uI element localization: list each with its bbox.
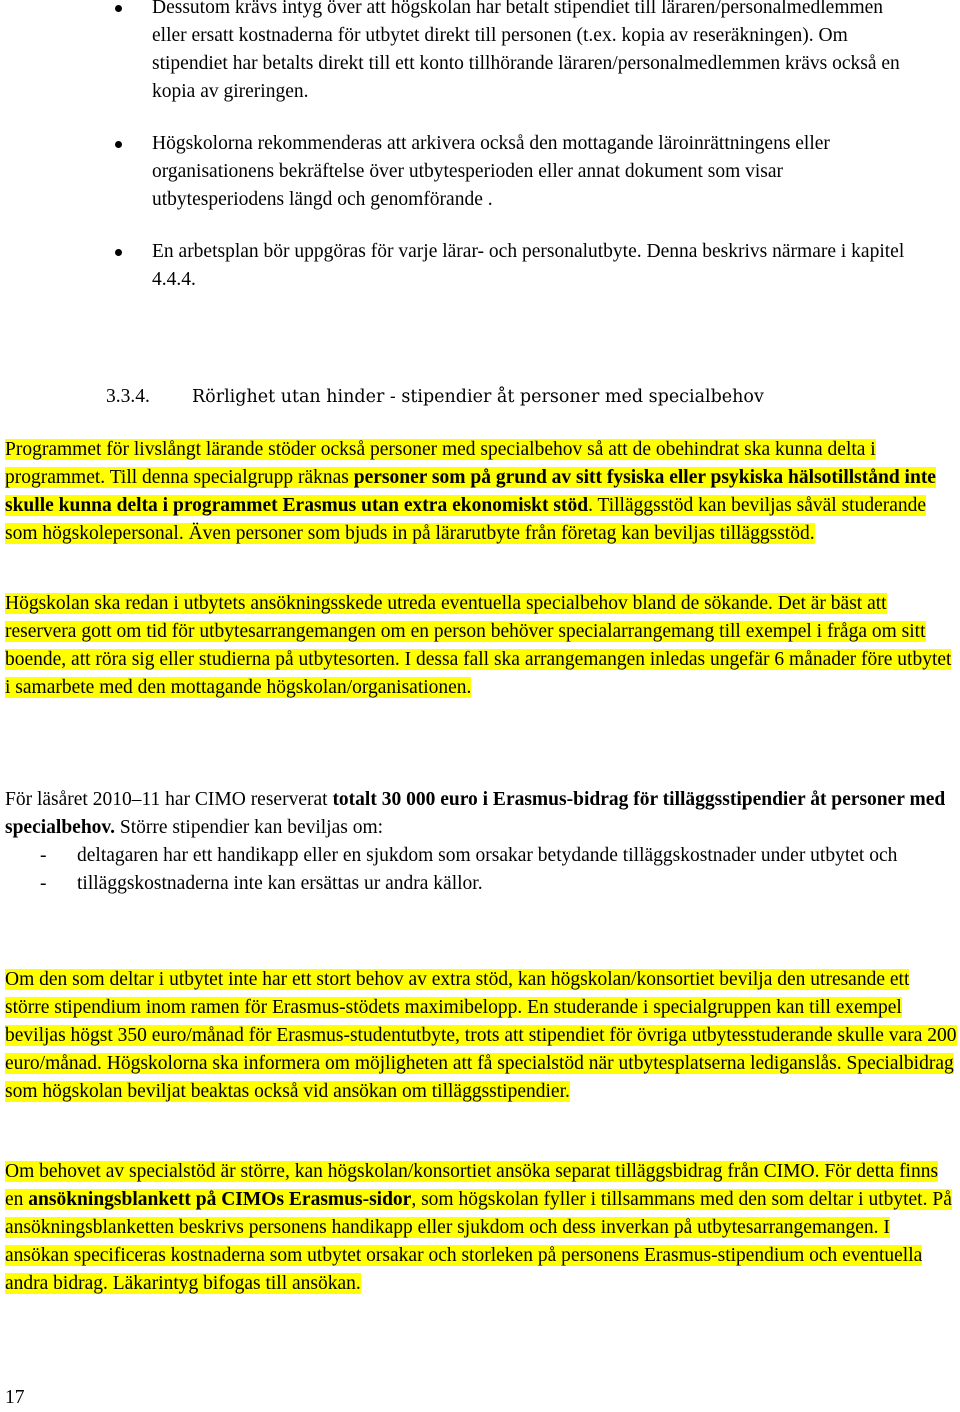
paragraph-programme-support [5, 436, 957, 548]
highlighted-text: . Tilläggsstöd kan beviljas såväl studerande som högskolepersonal. Även personer som bjuds in på lärarutbyte från företag kan beviljas tilläggsstöd. [5, 495, 927, 544]
bold-text: totalt 30 000 euro i Erasmus-bidrag för tilläggsstipendier åt personer med specialbehov. [5, 789, 946, 838]
dash-marker: - [40, 873, 47, 894]
paragraph-text: Större stipendier kan beviljas om: [114, 817, 384, 838]
highlighted-text: Programmet för livslångt lärande stöder också personer med specialbehov så att de obehindrat ska kunna delta i programmet. Till denna specialgrupp räknas [5, 439, 876, 488]
paragraph-application-stage [5, 590, 957, 702]
bullet-list [0, 0, 960, 318]
paragraph-separate-application [5, 1158, 957, 1298]
paragraph-text: För läsåret 2010–11 har CIMO reserverat [5, 789, 333, 810]
paragraph-funding [5, 786, 957, 842]
highlighted-text: Om den som deltar i utbytet inte har ett stort behov av extra stöd, kan högskolan/konsortiet bevilja den utresande ett större stipendium inom ramen för Erasmus-stödets maximibelopp. En studerande i specialgruppen kan till exempel beviljas högst 350 euro/månad för Erasmus-studentutbyte, trots att stipendiet för övriga utbytesstuderande skulle vara 200 euro/månad. Högskolorna ska informera om möjligheten att få specialstöd när utbytesplatserna lediganslås. Specialbidrag som högskolan beviljat beaktas också vid ansökan om tilläggsstipendier. [5, 969, 957, 1102]
dash-marker: - [40, 845, 47, 866]
dash-list [5, 842, 957, 898]
section-heading [106, 383, 946, 411]
dash-item-text: deltagaren har ett handikapp eller en sjukdom som orsakar betydande tilläggskostnader under utbytet och [77, 845, 898, 866]
bullet-item: En arbetsplan bör uppgöras för varje lärar- och personalutbyte. Denna beskrivs närmare i kapitel 4.4.4. [0, 238, 960, 294]
bullet-item: Dessutom krävs intyg över att högskolan har betalt stipendiet till läraren/personalmedlemmen eller ersatt kostnaderna för utbytet direkt till personen (t.ex. kopia av reseräkningen). Om stipendiet har betalts direkt till ett konto tillhörande läraren/personalmedlemmen krävs också en kopia av gireringen. [0, 0, 960, 106]
paragraph-extra-support [5, 966, 957, 1106]
highlighted-bold-text: ansökningsblankett på CIMOs Erasmus-sidor [28, 1189, 412, 1210]
section-title: Rörlighet utan hinder - stipendier åt personer med specialbehov [192, 387, 764, 407]
dash-item [5, 842, 957, 870]
dash-item-text: tilläggskostnaderna inte kan ersättas ur andra källor. [77, 873, 483, 894]
highlighted-bold-text: personer som på grund av sitt fysiska eller psykiska hälsotillstånd inte skulle kunna delta i programmet Erasmus utan extra ekonomiskt stöd [5, 467, 936, 516]
highlighted-text: Om behovet av specialstöd är större, kan högskolan/konsortiet ansöka separat tilläggsbidrag från CIMO. För detta finns en [5, 1161, 939, 1210]
highlighted-text: Högskolan ska redan i utbytets ansökningsskede utreda eventuella specialbehov bland de sökande. Det är bäst att reservera gott om tid för utbytesarrangemangen om en person behöver specialarrangemang till exempel i fråga om sitt boende, att röra sig eller studierna på utbytesorten. I dessa fall ska arrangemangen inledas ungefär 6 månader före utbytet i samarbete med den mottagande högskolan/organisationen. [5, 593, 952, 698]
bullet-item: Högskolorna rekommenderas att arkivera också den mottagande läroinrättningens eller organisationens bekräftelse över utbytesperioden eller annat dokument som visar utbytesperiodens längd och genomförande . [0, 130, 960, 214]
dash-item [5, 870, 957, 898]
section-number: 3.3.4. [106, 386, 150, 407]
highlighted-text: , som högskolan fyller i tillsammans med den som deltar i utbytet. På ansökningsblanketten beskrivs personens handikapp eller sjukdom och dess inverkan på utbytesarrangemangen. I ansökan specificeras kostnaderna som utbytet orsakar och storleken på personens Erasmus-stipendium och eventuella andra bidrag. Läkarintyg bifogas till ansökan. [5, 1189, 952, 1294]
page-number: 17 [5, 1387, 25, 1408]
